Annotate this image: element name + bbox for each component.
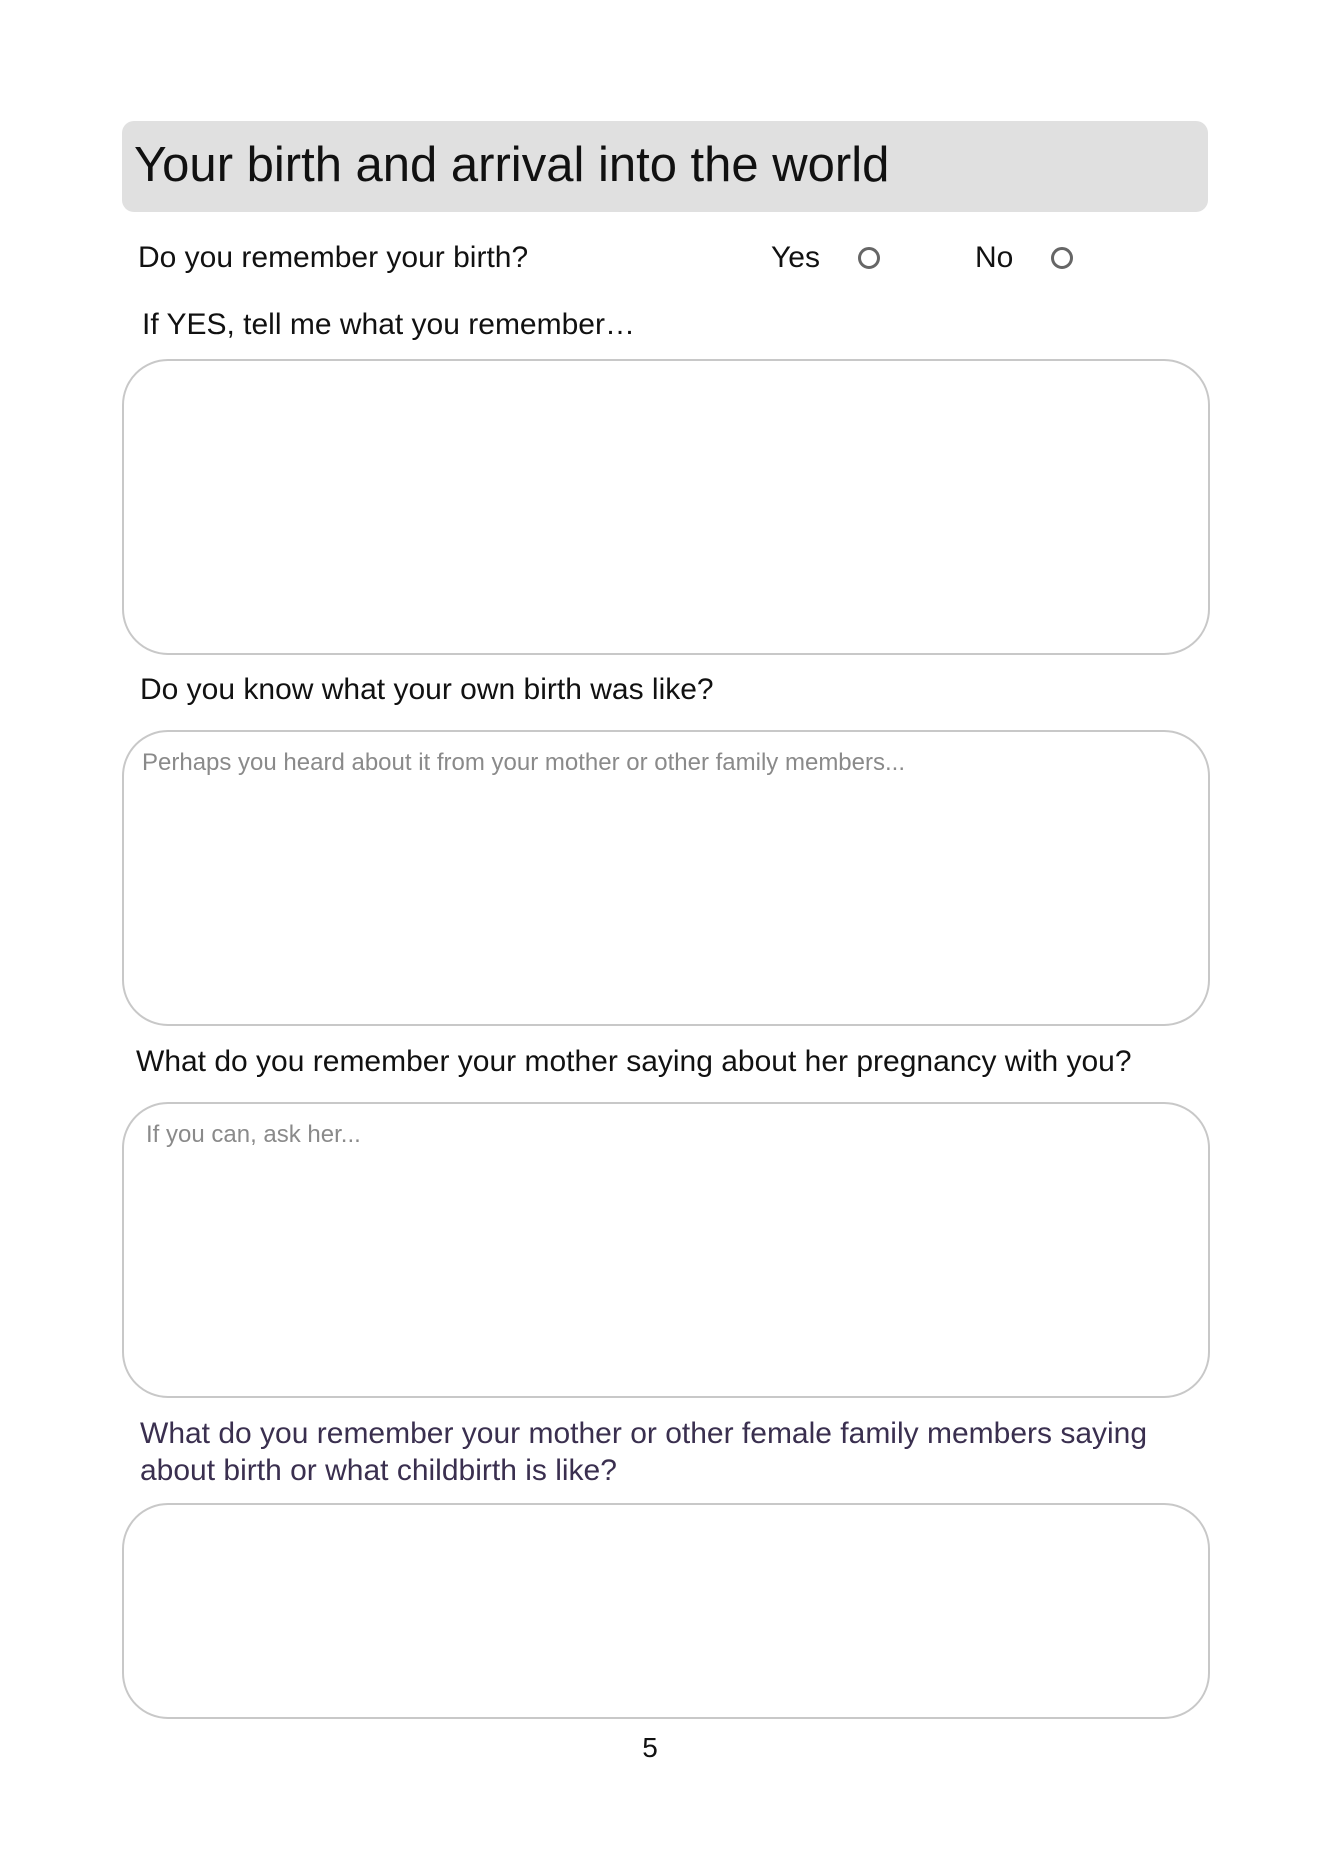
radio-yes-circle-icon[interactable] (858, 247, 880, 269)
radio-no-label: No (975, 241, 1014, 274)
radio-option-yes[interactable] (771, 239, 880, 277)
answer-hint-own-birth: Perhaps you heard about it from your mother or other family members... (142, 749, 905, 776)
question-remember-birth-label: Do you remember your birth? (138, 241, 529, 274)
answer-box-own-birth[interactable] (122, 730, 1210, 1026)
question-childbirth-label-line1: What do you remember your mother or other female family members saying (140, 1417, 1148, 1450)
question-if-yes-label: If YES, tell me what you remember… (142, 308, 635, 341)
answer-hint-pregnancy: If you can, ask her... (146, 1121, 361, 1148)
page-number: 5 (642, 1732, 658, 1763)
section-title: Your birth and arrival into the world (134, 138, 890, 192)
question-own-birth-label: Do you know what your own birth was like? (140, 673, 714, 706)
question-childbirth-label-line2: about birth or what childbirth is like? (140, 1454, 617, 1487)
answer-box-pregnancy[interactable] (122, 1102, 1210, 1398)
question-pregnancy-label: What do you remember your mother saying about her pregnancy with you? (136, 1045, 1132, 1078)
answer-box-if-yes[interactable] (122, 359, 1210, 655)
radio-option-no[interactable] (975, 239, 1073, 277)
radio-yes-label: Yes (771, 241, 820, 274)
answer-box-childbirth[interactable] (122, 1503, 1210, 1719)
radio-no-circle-icon[interactable] (1051, 247, 1073, 269)
section-header (122, 121, 1208, 212)
